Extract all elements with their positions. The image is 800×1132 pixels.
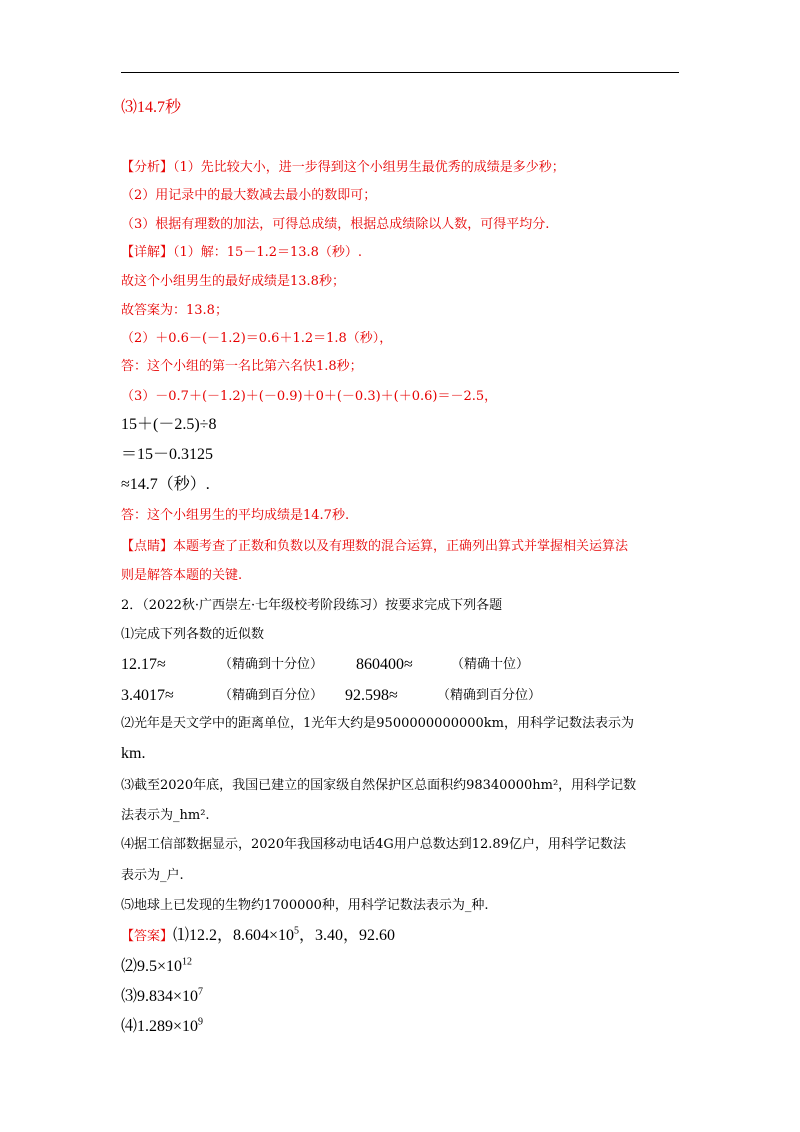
answer-1-main: [173, 927, 395, 944]
approx-precision-1: （精确到十分位）: [219, 657, 324, 672]
header-rule: [121, 72, 679, 73]
answer-row-1: [121, 926, 395, 947]
analysis-heading: 【分析】（1）先比较大小，进一步得到这个小组男生最优秀的成绩是多少秒；: [121, 160, 565, 175]
answer-1-rest: ，3.40，92.60: [299, 927, 396, 944]
solution-answer-3: 答：这个小组男生的平均成绩是14.7秒.: [121, 508, 350, 523]
approx-precision-2: （精确十位）: [451, 657, 530, 672]
question-2-part-1: ⑴完成下列各数的近似数: [121, 627, 265, 642]
question-2-part-3: ⑶截至2020年底，我国已建立的国家级自然保护区总面积约98340000hm²，用科学记数: [121, 778, 637, 793]
answer-3-exponent: 7: [198, 986, 204, 998]
question-2-title: 2．（2022秋·广西崇左·七年级校考阶段练习）按要求完成下列各题: [121, 598, 503, 613]
comment-line-2: 则是解答本题的关键.: [121, 568, 243, 583]
calc-line-1: 15＋(－2.5)÷8: [121, 416, 217, 433]
solution-step-3: [121, 387, 497, 407]
approx-precision-3: （精确到百分位）: [219, 688, 324, 703]
solution-step-3-text: （3）－0.7＋(－1.2)＋(－0.9)＋0＋(－0.3)＋(＋0.6)＝－2.5，: [121, 389, 498, 404]
answer-1-exponent: 5: [294, 925, 300, 937]
answer-1-text: ⑴12.2，8.604×10: [173, 927, 295, 944]
approx-value-1: 12.17≈: [121, 656, 166, 673]
approx-row-1: [121, 655, 530, 675]
solution-best-score: 故这个小组男生的最好成绩是13.8秒；: [121, 274, 345, 289]
answer-row-3: [121, 987, 203, 1007]
solution-answer-2: 答：这个小组的第一名比第六名快1.8秒；: [121, 359, 363, 374]
calc-line-3: ≈14.7（秒）.: [121, 476, 210, 493]
solution-step-1: 【详解】（1）解：15－1.2＝13.8（秒）.: [121, 245, 363, 260]
answer-row-2: [121, 957, 192, 977]
answer-label: 【答案】: [121, 929, 174, 944]
approx-row-2: [121, 686, 542, 706]
comment-line-1: 【点睛】本题考查了正数和负数以及有理数的混合运算，正确列出算式并掌握相关运算法: [121, 539, 629, 554]
answer-row-4: [121, 1017, 203, 1037]
solution-step-2: （2）＋0.6－(－1.2)＝0.6＋1.2＝1.8（秒），: [121, 331, 393, 346]
approx-value-2: 860400≈: [356, 656, 413, 673]
item-3-prefix: ⑶14.7秒: [121, 99, 182, 116]
approx-value-3: 3.4017≈: [121, 687, 174, 704]
answer-2-text: ⑵9.5×10: [121, 958, 183, 975]
question-2-part-5: ⑸地球上已发现的生物约1700000种，用科学记数法表示为_种.: [121, 898, 489, 913]
answer-2-exponent: 12: [182, 956, 193, 968]
question-2-part-4-cont: 表示为_户.: [121, 868, 184, 883]
question-2-part-3-cont: 法表示为_hm².: [121, 808, 210, 823]
approx-value-4: 92.598≈: [345, 687, 398, 704]
answer-4-text: ⑷1.289×10: [121, 1018, 199, 1035]
answer-4-exponent: 9: [198, 1016, 204, 1028]
analysis-step-3: （3）根据有理数的加法，可得总成绩，根据总成绩除以人数，可得平均分.: [121, 217, 550, 232]
solution-answer-1: 故答案为：13.8；: [121, 303, 228, 318]
question-2-part-4: ⑷据工信部数据显示，2020年我国移动电话4G用户总数达到12.89亿户，用科学记数法: [121, 837, 626, 852]
question-2-part-2: ⑵光年是天文学中的距离单位，1光年大约是9500000000000km，用科学记数法表示为: [121, 716, 634, 731]
calc-line-2: ＝15－0.3125: [121, 446, 214, 463]
analysis-step-2: （2）用记录中的最大数减去最小的数即可；: [121, 188, 377, 203]
answer-line-3: [121, 98, 181, 118]
question-2-part-2-unit: km.: [121, 745, 146, 762]
answer-3-text: ⑶9.834×10: [121, 988, 199, 1005]
approx-precision-4: （精确到百分位）: [437, 688, 542, 703]
